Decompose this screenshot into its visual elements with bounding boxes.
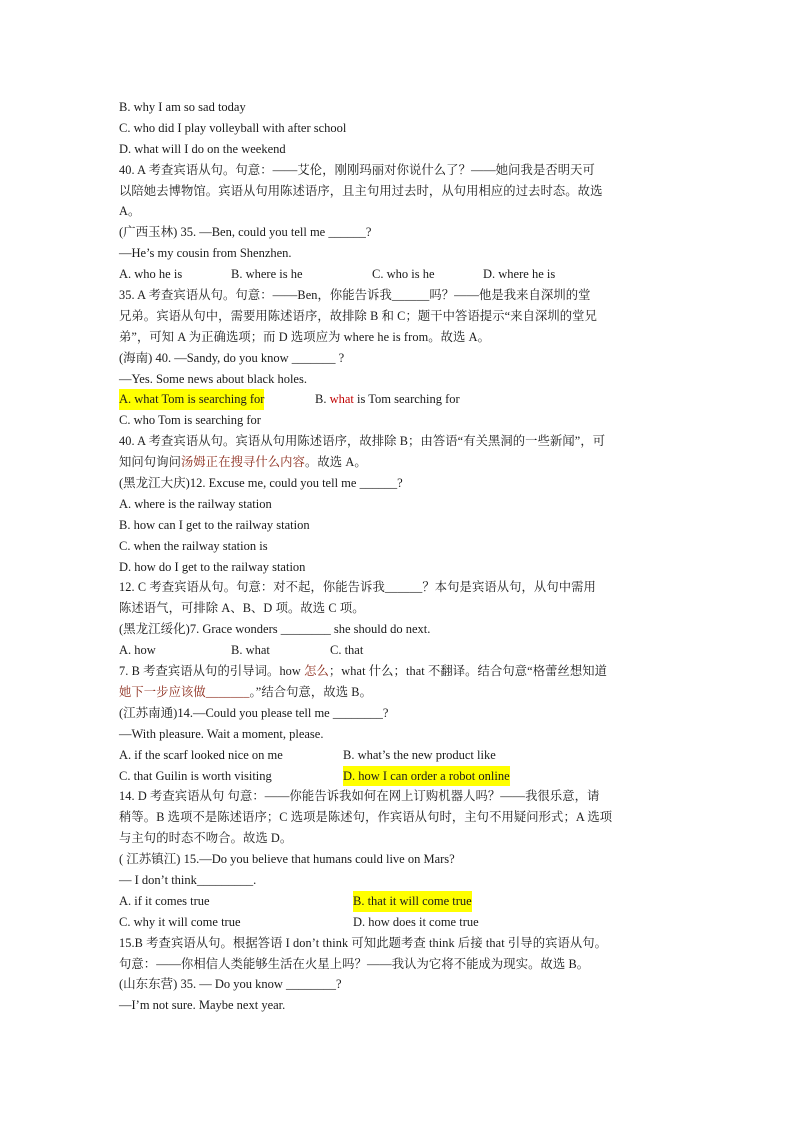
option-line: B. why I am so sad today [119, 100, 246, 114]
explanation-line: 35. A 考查宾语从句。句意：——Ben，你能告诉我______吗？——他是我来自深圳的堂 [119, 288, 591, 303]
option-c: C. why it will come true [119, 914, 241, 929]
option-line: A. where is the railway station [119, 496, 272, 511]
explanation-line: 40. A 考查宾语从句。宾语从句用陈述语序，故排除 B；由答语“有关黑洞的一些新闻”，可 [119, 434, 606, 449]
option-line: C. who Tom is searching for [119, 413, 261, 428]
option-b: B. what is Tom searching for [315, 392, 460, 407]
option-line: D. what will I do on the weekend [119, 141, 286, 156]
explanation-line: 兄弟。宾语从句中，需要用陈述语序，故排除 B 和 C；题干中答语提示“来自深圳的堂兄 [119, 308, 597, 323]
explanation-line: 40. A 考查宾语从句。句意：——艾伦，刚刚玛丽对你说什么了？——她问我是否明天可 [119, 162, 595, 177]
option-a: A. who he is [119, 267, 183, 282]
option-c: C. that Guilin is worth visiting [119, 768, 272, 783]
explanation-line: 句意：——你相信人类能够生活在火星上吗？——我认为它将不能成为现实。故选 B。 [119, 956, 590, 971]
question-line: (广西玉林) 35. —Ben, could you tell me ______? [119, 225, 372, 240]
answer-line: —I’m not sure. Maybe next year. [119, 998, 286, 1013]
explanation-line: 她下一步应该做_______。”结合句意，故选 B。 [119, 684, 372, 699]
options-row [119, 745, 679, 766]
explanation-line: 知问句询问汤姆正在搜寻什么内容。故选 A。 [119, 455, 367, 470]
explanation-line: 15.B 考查宾语从句。根据答语 I don’t think 可知此题考查 think 后接 that 引导的宾语从句。 [119, 935, 608, 950]
options-row [119, 264, 679, 285]
option-c: C. that [330, 643, 364, 658]
option-line: D. how do I get to the railway station [119, 559, 306, 574]
explanation-line: 陈述语气，可排除 A、B、D 项。故选 C 项。 [119, 601, 365, 616]
explanation-line: 14. D 考查宾语从句 句意：——你能告诉我如何在网上订购机器人吗？——我很乐意，请 [119, 789, 600, 804]
answer-line: — I don’t think_________. [119, 872, 257, 887]
option-b: B. where is he [231, 267, 303, 282]
option-b: B. what’s the new product like [343, 747, 496, 762]
option-b-highlighted: B. that it will come true [353, 891, 472, 912]
option-d: D. how does it come true [353, 914, 479, 929]
explanation-line: 以陪她去博物馆。宾语从句用陈述语序，且主句用过去时，从句用相应的过去时态。故选 [119, 183, 603, 198]
option-line: C. when the railway station is [119, 538, 268, 553]
question-line: (海南) 40. —Sandy, do you know _______ ? [119, 350, 345, 365]
option-b: B. what [231, 643, 270, 658]
question-line: (黑龙江大庆)12. Excuse me, could you tell me ______? [119, 476, 403, 491]
question-line: (山东东营) 35. — Do you know ________? [119, 977, 342, 992]
question-line: (江苏南通)14.—Could you please tell me ________? [119, 705, 389, 720]
question-line: (黑龙江绥化)7. Grace wonders ________ she should do next. [119, 622, 431, 637]
options-row [119, 640, 679, 661]
option-a-highlighted: A. what Tom is searching for [119, 389, 264, 410]
explanation-line: 12. C 考查宾语从句。句意：对不起，你能告诉我______？本句是宾语从句，从句中需用 [119, 580, 596, 595]
options-row [119, 912, 679, 933]
document-body [119, 97, 679, 1016]
answer-line: —He’s my cousin from Shenzhen. [119, 246, 292, 261]
answer-line: —With pleasure. Wait a moment, please. [119, 726, 324, 741]
option-d: D. where he is [483, 267, 556, 282]
explanation-line: 7. B 考查宾语从句的引导词。how 怎么；what 什么；that 不翻译。结合句意“格蕾丝想知道 [119, 664, 608, 679]
option-line: B. how can I get to the railway station [119, 517, 310, 532]
option-a: A. how [119, 643, 156, 658]
option-line: C. who did I play volleyball with after school [119, 120, 347, 135]
option-d-highlighted: D. how I can order a robot online [343, 766, 510, 787]
answer-line: —Yes. Some news about black holes. [119, 371, 307, 386]
options-row [119, 766, 679, 787]
option-c: C. who is he [372, 267, 435, 282]
question-line: ( 江苏镇江) 15.—Do you believe that humans could live on Mars? [119, 852, 455, 867]
options-row [119, 389, 679, 410]
explanation-line: 与主句的时态不吻合。故选 D。 [119, 831, 293, 846]
explanation-line: A。 [119, 204, 141, 219]
option-a: A. if it comes true [119, 893, 210, 908]
options-row [119, 891, 679, 912]
option-a: A. if the scarf looked nice on me [119, 747, 283, 762]
explanation-line: 弟”，可知 A 为正确选项；而 D 选项应为 where he is from。故选 A。 [119, 329, 490, 344]
explanation-line: 稍等。B 选项不是陈述语序；C 选项是陈述句，作宾语从句时，主句不用疑问形式；A 选项 [119, 810, 613, 825]
